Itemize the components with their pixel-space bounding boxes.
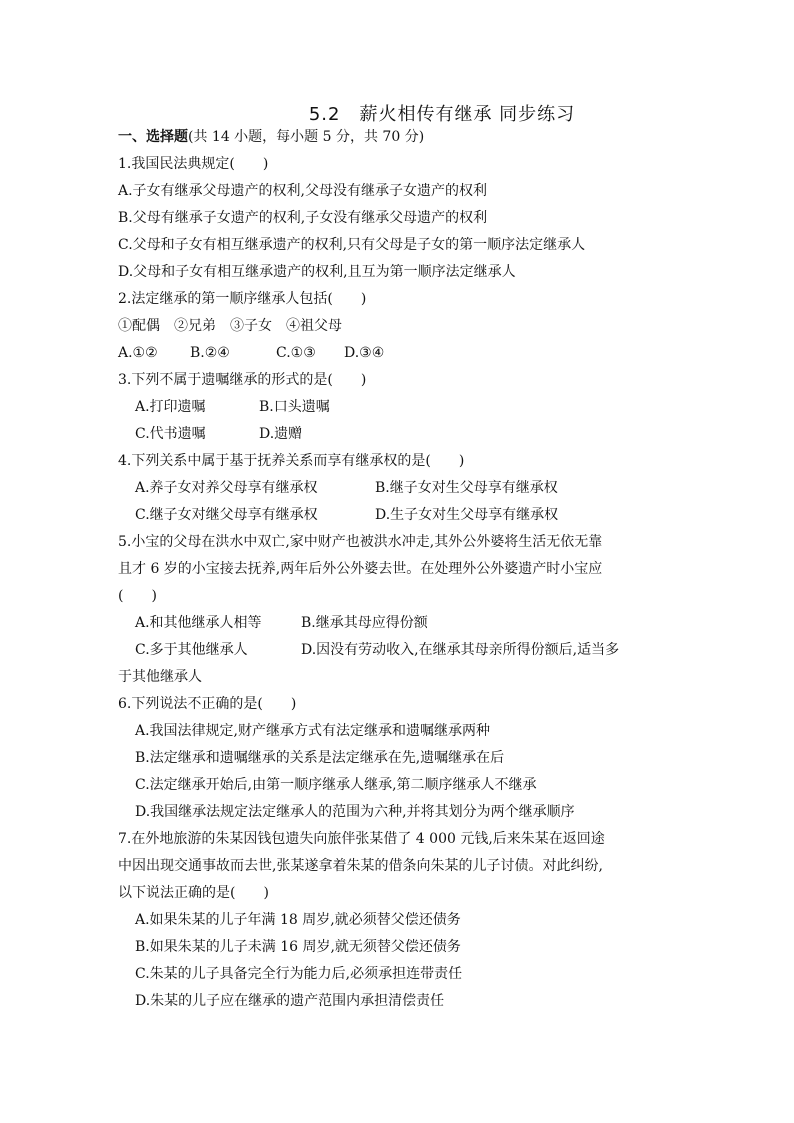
option-a: A.和其他继承人相等	[135, 615, 262, 631]
option-a: A.我国法律规定,财产继承方式有法定继承和遗嘱继承两种	[135, 723, 491, 739]
question-list	[118, 124, 678, 1015]
question-stem-line: ( )	[118, 588, 157, 604]
option-b: B.继子女对生父母享有继承权	[375, 480, 558, 496]
option-c: C.代书遗嘱	[135, 426, 206, 442]
option-a: A.如果朱某的儿子年满 18 周岁,就必须替父偿还债务	[135, 912, 461, 928]
question-stem-line: 且才 6 岁的小宝接去抚养,两年后外公外婆去世。在处理外公外婆遗产时小宝应	[118, 561, 603, 577]
option-d: D.生子女对生父母享有继承权	[375, 507, 559, 523]
options-row	[118, 502, 678, 529]
option-c: C.继子女对继父母享有继承权	[135, 507, 318, 523]
option-b: B.继承其母应得份额	[301, 615, 428, 631]
option-b: B.口头遗嘱	[259, 399, 330, 415]
question-stem: 4.下列关系中属于基于抚养关系而享有继承权的是( )	[118, 453, 465, 469]
option-d: D.遗赠	[259, 426, 303, 442]
title-text: 5.2 薪火相传有继承 同步练习	[308, 104, 576, 125]
option-continuation: 于其他继承人	[118, 669, 202, 685]
option-b: B.父母有继承子女遗产的权利,子女没有继承父母遗产的权利	[118, 210, 488, 226]
option-b: B.法定继承和遗嘱继承的关系是法定继承在先,遗嘱继承在后	[135, 750, 505, 766]
question-stem: 6.下列说法不正确的是( )	[118, 696, 297, 712]
options-row	[118, 394, 678, 421]
option-a: A.养子女对养父母享有继承权	[135, 480, 318, 496]
options-row	[118, 421, 678, 448]
option-b: B.②④	[190, 345, 230, 361]
option-d: D.因没有劳动收入,在继承其母亲所得份额后,适当多	[301, 642, 620, 658]
options-row	[118, 340, 678, 367]
option-a: A.子女有继承父母遗产的权利,父母没有继承子女遗产的权利	[118, 183, 488, 199]
option-d: D.父母和子女有相互继承遗产的权利,且互为第一顺序法定继承人	[118, 264, 516, 280]
section-head: 一、选择题	[118, 129, 188, 145]
options-row	[118, 637, 678, 664]
section-detail: (共 14 小题，每小题 5 分，共 70 分)	[188, 129, 425, 145]
option-a: A.打印遗嘱	[135, 399, 206, 415]
option-c: C.法定继承开始后,由第一顺序继承人继承,第二顺序继承人不继承	[135, 777, 537, 793]
options-row	[118, 475, 678, 502]
option-c: C.朱某的儿子具备完全行为能力后,必须承担连带责任	[135, 966, 463, 982]
question-stem-line: 中因出现交通事故而去世,张某遂拿着朱某的借条向朱某的儿子讨债。对此纠纷,	[118, 858, 603, 874]
option-d: D.③④	[344, 345, 385, 361]
question-stem: 2.法定继承的第一顺序继承人包括( )	[118, 291, 367, 307]
option-d: D.朱某的儿子应在继承的遗产范围内承担清偿责任	[135, 993, 445, 1009]
question-stem: 1.我国民法典规定( )	[118, 156, 269, 172]
option-b: B.如果朱某的儿子未满 16 周岁,就无须替父偿还债务	[135, 939, 461, 955]
option-c: C.①③	[276, 345, 316, 361]
section-heading	[118, 124, 678, 151]
options-row	[118, 610, 678, 637]
question-stem-line: 以下说法正确的是( )	[118, 885, 269, 901]
option-c: C.父母和子女有相互继承遗产的权利,只有父母是子女的第一顺序法定继承人	[118, 237, 586, 253]
page-title	[0, 100, 794, 126]
question-stem-line: 7.在外地旅游的朱某因钱包遗失向旅伴张某借了 4 000 元钱,后来朱某在返回途	[118, 831, 605, 847]
question-stem-line: 5.小宝的父母在洪水中双亡,家中财产也被洪水冲走,其外公外婆将生活无依无靠	[118, 534, 603, 550]
question-items: ①配偶 ②兄弟 ③子女 ④祖父母	[118, 318, 342, 334]
question-stem: 3.下列不属于遗嘱继承的形式的是( )	[118, 372, 367, 388]
option-d: D.我国继承法规定法定继承人的范围为六种,并将其划分为两个继承顺序	[135, 804, 575, 820]
option-c: C.多于其他继承人	[135, 642, 248, 658]
option-a: A.①②	[118, 345, 158, 361]
